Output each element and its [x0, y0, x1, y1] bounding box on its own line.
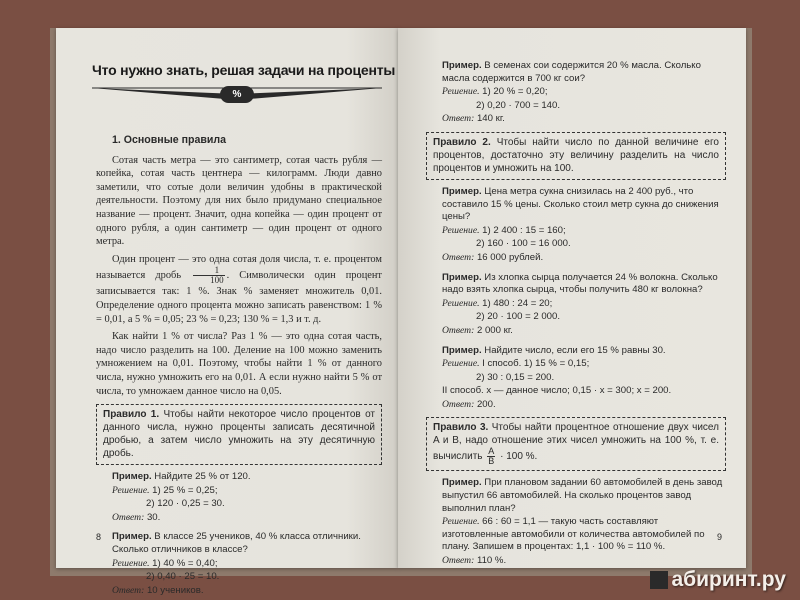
rule-3-box: Правило 3. Чтобы найти процентное отношение двух чисел A и B, надо отношение этих чисел умножить на 100 %, т. е. вычислить $\frac{A}{B}$ · 100 %.	[426, 417, 726, 471]
fraction-one-hundredth: $\frac{1}{100}$	[193, 266, 225, 285]
example-7-solution: Решение. 66 : 60 = 1,1 — такую часть составляют изготовленные автомобили от количества автомобилей по плану. Запишем в процентах: 1,1 · 100 % = 110 %.	[442, 516, 705, 553]
paragraph-definition: Один процент — это одна сотая доля числа, т. е. процентом называется дробь $\frac{1}{100}$ . Символически один процент записывается так: 1 %. Знак % заменяет множитель 0,01. Определение одного процента можно записать равенством: 1 % = 0,01, а 5 % = 0,05; 23 % = 0,23; 130 % = 1,3 и т. д.	[96, 253, 382, 325]
example-4-answer: Ответ: 16 000 рублей.	[442, 251, 544, 263]
fraction-a-over-b: $\frac{A}{B}$	[488, 446, 495, 467]
example-6-method-2: II способ. x — данное число; 0,15 · x = 300; x = 200.	[442, 385, 672, 397]
example-1-answer: Ответ: 30.	[112, 511, 161, 523]
chapter-heading: Что нужно знать, решая задачи на проценты	[92, 62, 396, 78]
rule-2-label: Правило 2.	[433, 136, 491, 148]
example-6-answer: Ответ: 200.	[442, 398, 496, 410]
example-3: Пример. В семенах сои содержится 20 % масла. Сколько масла содержится в 700 кг сои?	[442, 60, 701, 84]
paragraph-one-percent: Как найти 1 % от числа? Раз 1 % — это одна сотая часть, надо число разделить на 100. Деление на 100 можно заменить умножением на 0,01. Поэтому, чтобы найти 1 % от данного числа, нужно умножить его на 0,01. А если нужно найти 5 % от числа, то умножаем данное число на 0,05.	[96, 331, 382, 397]
example-2-answer: Ответ: 10 учеников.	[112, 584, 204, 596]
example-5: Пример. Из хлопка сырца получается 24 % волокна. Сколько надо взять хлопка сырца, чтобы получить 480 кг волокна?	[442, 271, 718, 296]
example-7: Пример. При плановом задании 60 автомобилей в день завод выпустил 66 автомобилей. На сколько процентов завод выполнил план?	[442, 477, 723, 514]
example-3-answer: Ответ: 140 кг.	[442, 113, 505, 125]
left-page-content	[96, 134, 382, 598]
page-number-left: 8	[96, 532, 102, 542]
watermark-logo-icon	[650, 571, 668, 589]
example-1: Пример. Найдите 25 % от 120.	[112, 471, 251, 483]
example-2-step-2: 2) 0,40 · 25 = 10.	[146, 571, 220, 583]
example-6: Пример. Найдите число, если его 15 % равны 30.	[442, 344, 666, 356]
example-6-solution: Решение. I способ. 1) 15 % = 0,15;	[442, 358, 590, 370]
rule-2-box	[426, 132, 726, 180]
rule-2-text: Чтобы найти число по данной величине его процентов, достаточно эту величину разделить на число процентов и умножить на 100.	[433, 136, 719, 174]
example-2: Пример. В классе 25 учеников, 40 % класса отличники. Сколько отличников в классе?	[112, 531, 361, 556]
rule-3-label: Правило 3.	[433, 422, 489, 434]
example-3-solution: Решение. 1) 20 % = 0,20;	[442, 86, 548, 98]
example-3-step-2: 2) 0,20 · 700 = 140.	[476, 99, 561, 111]
example-4: Пример. Цена метра сукна снизилась на 2 400 руб., что составило 15 % цены. Сколько стоил метр сукна до снижения цены?	[442, 185, 719, 223]
rule-3-text: Чтобы найти процентное отношение двух чисел A и B, надо отношение этих чисел умножить на 100 %, т. е. вычислить	[433, 422, 719, 463]
right-page-content	[426, 60, 726, 569]
page-number-right: 9	[716, 532, 722, 542]
paragraph-intro: Сотая часть метра — это сантиметр, сотая часть рубля — копейка, сотая часть центнера — килограмм. Люди давно заметили, что сотые доли величин удобны в практической деятельности. Поэтому для них было придумано специальное название — процент. Значит, одна копейка — один процент от одного рубля, а один сантиметр — один процент от одного метра.	[96, 154, 382, 248]
example-5-solution: Решение. 1) 480 : 24 = 20;	[442, 297, 553, 309]
example-6-step-2: 2) 30 : 0,15 = 200.	[476, 371, 555, 383]
rule-1-text: Чтобы найти некоторое число процентов от данного числа, нужно проценты записать десятичной дробью, а затем число умножить на эту десятичную дробь.	[103, 409, 375, 460]
chapter-banner	[92, 62, 396, 118]
rule-1-label: Правило 1.	[103, 409, 160, 421]
example-1-solution: Решение. 1) 25 % = 0,25;	[112, 484, 218, 496]
site-watermark: абиринт.ру	[650, 568, 787, 592]
section-title: 1. Основные правила	[112, 134, 226, 146]
rule-1-box	[96, 404, 382, 465]
example-4-step-2: 2) 160 · 100 = 16 000.	[476, 238, 571, 250]
left-page	[56, 28, 398, 596]
percent-badge: %	[220, 86, 254, 103]
example-1-step-2: 2) 120 · 0,25 = 30.	[146, 498, 225, 510]
example-5-answer: Ответ: 2 000 кг.	[442, 324, 513, 336]
example-4-solution: Решение. 1) 2 400 : 15 = 160;	[442, 224, 566, 236]
example-5-step-2: 2) 20 · 100 = 2 000.	[476, 311, 561, 323]
right-page	[398, 28, 746, 568]
example-2-solution: Решение. 1) 40 % = 0,40;	[112, 557, 218, 569]
example-7-answer: Ответ: 110 %.	[442, 555, 507, 567]
